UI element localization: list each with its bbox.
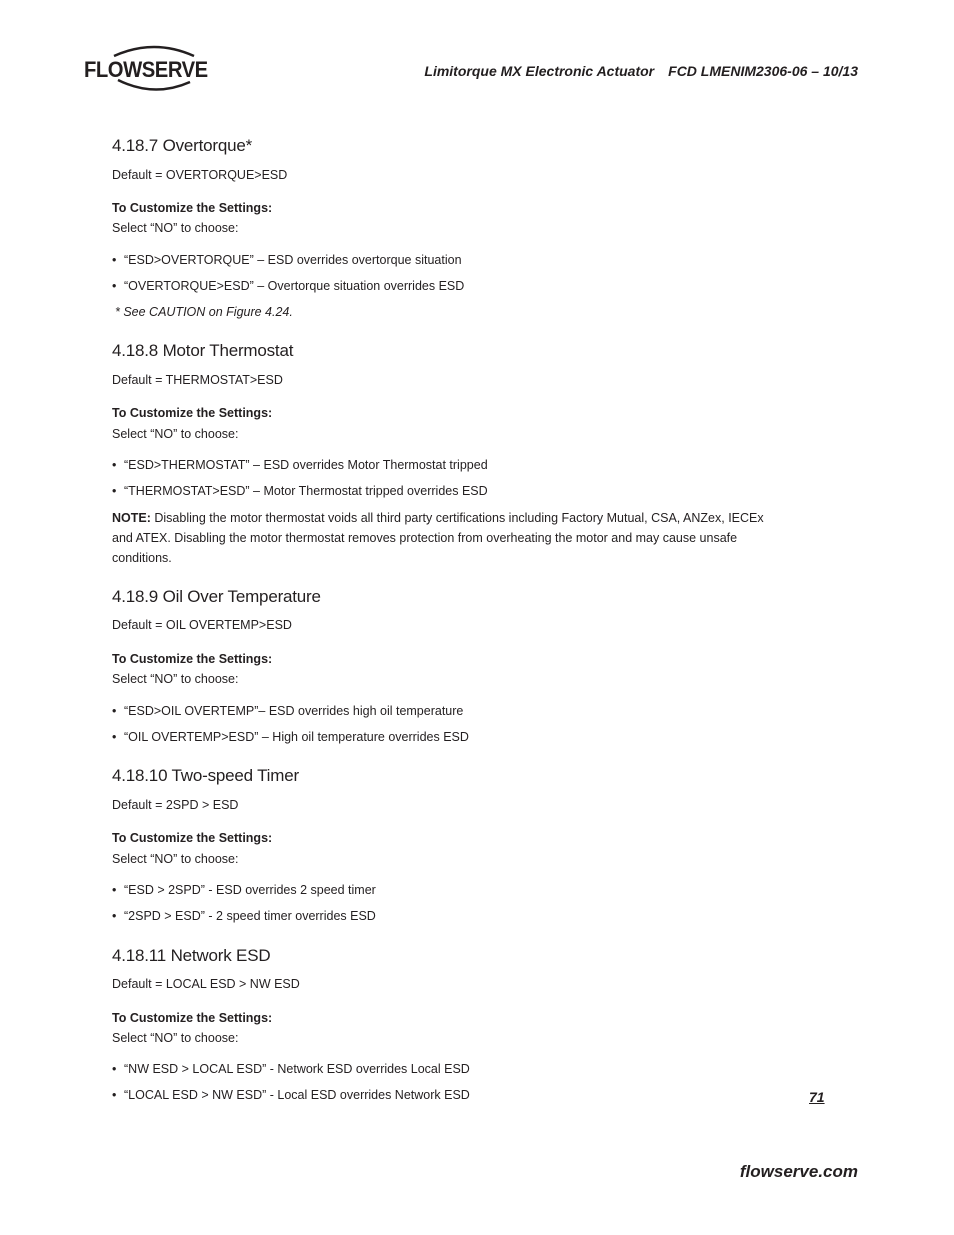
bullet-icon: • [112,704,117,718]
list-item: • “ESD>THERMOSTAT” – ESD overrides Motor Thermostat tripped [112,458,488,472]
footer-url[interactable]: flowserve.com [739,1162,858,1181]
select-instruction: Select “NO” to choose: [112,427,239,441]
list-item: • “ESD>OVERTORQUE” – ESD overrides overtorque situation [112,253,462,267]
page-number: 71 [809,1089,825,1105]
list-item: • “2SPD > ESD” - 2 speed timer overrides ESD [112,909,376,923]
page-header [424,63,858,79]
bullet-icon: • [112,883,117,897]
bullet-icon: • [112,279,117,293]
default-value: Default = OIL OVERTEMP>ESD [112,618,292,632]
section-heading: 4.18.7 Overtorque* [112,136,253,155]
select-instruction: Select “NO” to choose: [112,852,239,866]
section-heading: 4.18.9 Oil Over Temperature [112,587,321,606]
customize-label: To Customize the Settings: [112,1011,273,1025]
default-value: Default = OVERTORQUE>ESD [112,168,288,182]
section-heading: 4.18.11 Network ESD [112,946,271,965]
select-instruction: Select “NO” to choose: [112,1031,239,1045]
customize-label: To Customize the Settings: [112,201,273,215]
list-item: • “OIL OVERTEMP>ESD” – High oil temperature overrides ESD [112,730,469,744]
note-label: NOTE: [112,511,151,525]
footnote: * See CAUTION on Figure 4.24. [115,305,293,319]
customize-label: To Customize the Settings: [112,652,273,666]
list-item: • “OVERTORQUE>ESD” – Overtorque situation overrides ESD [112,279,465,293]
customize-label: To Customize the Settings: [112,406,273,420]
default-value: Default = LOCAL ESD > NW ESD [112,977,300,991]
section-heading: 4.18.8 Motor Thermostat [112,341,294,360]
bullet-icon: • [112,484,117,498]
list-item: • “THERMOSTAT>ESD” – Motor Thermostat tripped overrides ESD [112,484,488,498]
select-instruction: Select “NO” to choose: [112,221,239,235]
list-item: • “ESD > 2SPD” - ESD overrides 2 speed timer [112,883,376,897]
flowserve-logo [84,42,224,98]
customize-label: To Customize the Settings: [112,831,273,845]
bullet-icon: • [112,253,117,267]
header-doc-code: FCD LMENIM2306-06 – 10/13 [668,63,858,79]
section-heading: 4.18.10 Two-speed Timer [112,766,299,785]
list-item: • “ESD>OIL OVERTEMP”– ESD overrides high oil temperature [112,704,464,718]
bullet-icon: • [112,458,117,472]
bullet-icon: • [112,1062,117,1076]
bullet-icon: • [112,730,117,744]
logo-wordmark: FLOWSERVE [84,57,208,82]
default-value: Default = 2SPD > ESD [112,798,239,812]
bullet-icon: • [112,909,117,923]
list-item: • “LOCAL ESD > NW ESD” - Local ESD overrides Network ESD [112,1088,470,1102]
note-paragraph: NOTE: Disabling the motor thermostat voids all third party certifications including Factory Mutual, CSA, ANZex, IECEx and ATEX. Disabling the motor thermostat removes protection from overheating the motor and may cause unsafe conditions. [112,511,764,565]
default-value: Default = THERMOSTAT>ESD [112,373,283,387]
bullet-icon: • [112,1088,117,1102]
header-product: Limitorque MX Electronic Actuator [424,63,655,79]
list-item: • “NW ESD > LOCAL ESD” - Network ESD overrides Local ESD [112,1062,470,1076]
select-instruction: Select “NO” to choose: [112,672,239,686]
